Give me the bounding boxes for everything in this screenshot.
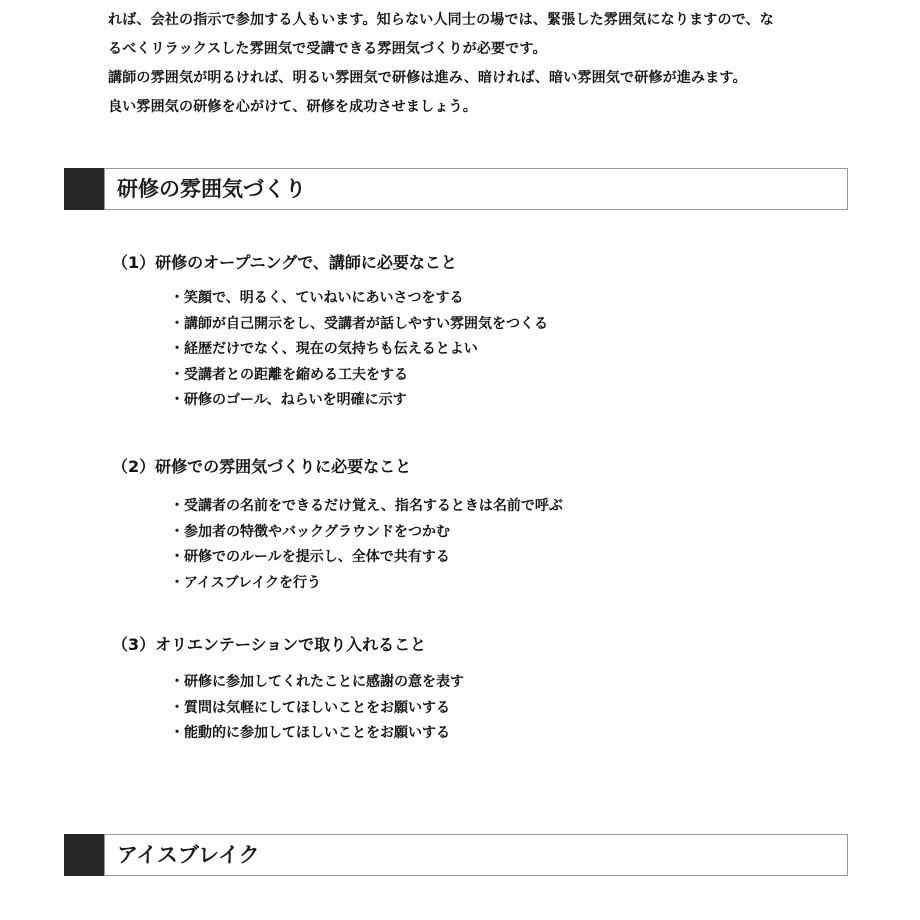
bullet-item	[170, 286, 548, 312]
bullet-text: 質問は気軽にしてほしいことをお願いする	[184, 699, 450, 716]
bullet-list	[170, 494, 563, 596]
intro-line: 講師の雰囲気が明るければ、明るい雰囲気で研修は進み、暗ければ、暗い雰囲気で研修が進みます。	[108, 70, 747, 86]
bullet-mark: ・	[170, 498, 184, 514]
bullet-item	[170, 363, 548, 389]
bullet-text: 笑顔で、明るく、ていねいにあいさつをする	[184, 290, 464, 306]
bullet-mark: ・	[170, 674, 184, 690]
bullet-text: 能動的に参加してほしいことをお願いする	[184, 725, 450, 741]
bullet-text: 研修に参加してくれたことに感謝の意を表す	[184, 674, 464, 690]
bullet-text: アイスブレイクを行う	[184, 574, 322, 591]
bullet-item	[170, 520, 563, 546]
bullet-mark: ・	[170, 392, 184, 408]
bullet-mark: ・	[170, 523, 184, 540]
bullet-item	[170, 388, 548, 414]
intro-line: 良い雰囲気の研修を心がけて、研修を成功させましょう。	[108, 99, 477, 115]
bullet-mark: ・	[170, 699, 184, 716]
intro-paragraph	[108, 6, 828, 122]
bullet-item	[170, 696, 464, 722]
bullet-text: 参加者の特徴やバックグラウンドをつかむ	[184, 523, 450, 540]
section-header-atmosphere	[64, 168, 848, 210]
bullet-text: 経歴だけでなく、現在の気持ちも伝えるとよい	[184, 341, 478, 357]
bullet-item	[170, 337, 548, 363]
section-header-bar	[64, 834, 104, 876]
section-title: 研修の雰囲気づくり	[117, 177, 306, 201]
bullet-mark: ・	[170, 290, 184, 306]
bullet-item	[170, 670, 464, 696]
section-header-divider	[104, 834, 105, 876]
bullet-mark: ・	[170, 549, 184, 565]
bullet-text: 研修のゴール、ねらいを明確に示す	[184, 392, 407, 408]
subsection-heading: （3）オリエンテーションで取り入れること	[112, 635, 427, 654]
subsection-heading: （1）研修のオープニングで、講師に必要なこと	[112, 253, 457, 272]
bullet-mark: ・	[170, 341, 184, 357]
bullet-text: 受講者との距離を縮める工夫をする	[184, 366, 408, 383]
bullet-mark: ・	[170, 574, 184, 591]
section-header-bar	[64, 168, 104, 210]
bullet-item	[170, 545, 563, 571]
section-title: アイスブレイク	[117, 843, 260, 867]
bullet-text: 受講者の名前をできるだけ覚え、指名するときは名前で呼ぶ	[184, 498, 563, 514]
bullet-item	[170, 571, 563, 597]
bullet-text: 研修でのルールを提示し、全体で共有する	[184, 549, 450, 565]
intro-line: れば、会社の指示で参加する人もいます。知らない人同士の場では、緊張した雰囲気になりますので、な	[108, 12, 774, 28]
section-header-divider	[104, 168, 105, 210]
subsection-heading: （2）研修での雰囲気づくりに必要なこと	[112, 457, 412, 476]
bullet-item	[170, 312, 548, 338]
bullet-mark: ・	[170, 725, 184, 741]
bullet-list	[170, 286, 548, 414]
bullet-item	[170, 494, 563, 520]
bullet-list	[170, 670, 464, 747]
bullet-mark: ・	[170, 366, 184, 383]
bullet-item	[170, 721, 464, 747]
bullet-text: 講師が自己開示をし、受講者が話しやすい雰囲気をつくる	[184, 315, 548, 332]
intro-line: るべくリラックスした雰囲気で受講できる雰囲気づくりが必要です。	[108, 41, 547, 57]
section-header-icebreak	[64, 834, 848, 876]
bullet-mark: ・	[170, 315, 184, 332]
